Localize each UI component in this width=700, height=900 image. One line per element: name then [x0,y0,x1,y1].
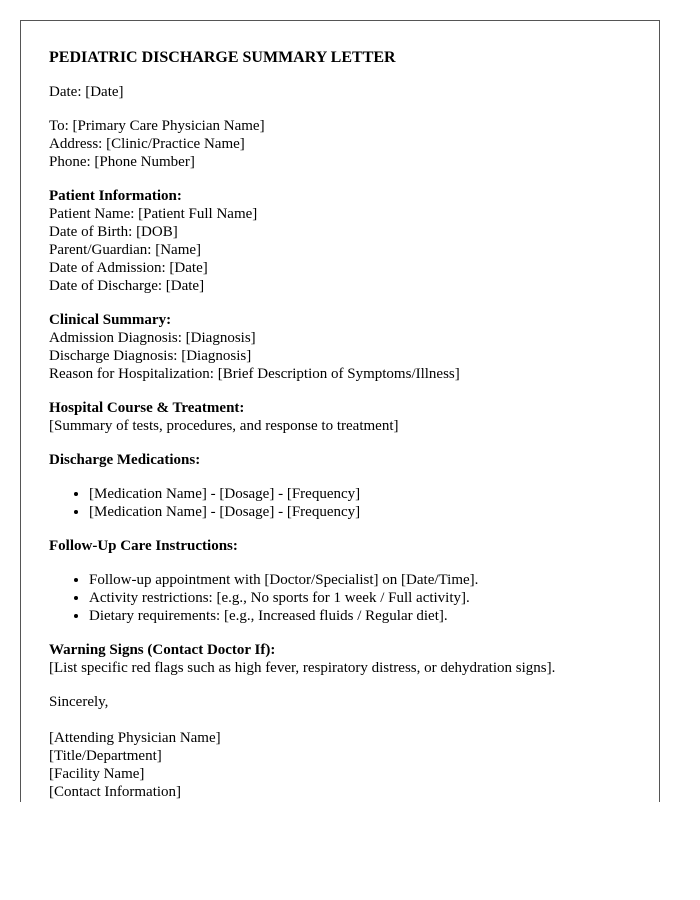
physician-name-line: [Attending Physician Name] [49,730,221,746]
list-item: • Activity restrictions: [e.g., No sports for 1 week / Full activity]. [89,589,631,607]
recipient-block [49,117,631,171]
hospital-course-section [49,399,631,435]
hospital-course-text: [Summary of tests, procedures, and response to treatment] [49,418,399,434]
patient-info-heading: Patient Information: [49,188,182,204]
recipient-to: To: [Primary Care Physician Name] [49,118,265,134]
closing-line: Sincerely, [49,694,109,710]
warning-signs-heading: Warning Signs (Contact Doctor If): [49,642,276,658]
clinical-summary-heading: Clinical Summary: [49,312,172,328]
medications-section [49,451,631,521]
warning-signs-text: [List specific red flags such as high fever, respiratory distress, or dehydration signs]. [49,660,556,676]
warning-signs-section [49,641,631,677]
hospitalization-reason-line: Reason for Hospitalization: [Brief Description of Symptoms/Illness] [49,366,460,382]
list-item: • Dietary requirements: [e.g., Increased fluids / Regular diet]. [89,607,631,625]
list-item: • Follow-up appointment with [Doctor/Specialist] on [Date/Time]. [89,571,631,589]
follow-up-heading: Follow-Up Care Instructions: [49,538,238,554]
admission-date-line: Date of Admission: [Date] [49,260,208,276]
admission-diagnosis-line: Admission Diagnosis: [Diagnosis] [49,330,256,346]
list-item: • [Medication Name] - [Dosage] - [Frequency] [89,485,631,503]
list-item: • [Medication Name] - [Dosage] - [Frequency] [89,503,631,521]
follow-up-list [49,571,631,625]
facility-name-line: [Facility Name] [49,766,145,782]
recipient-phone: Phone: [Phone Number] [49,154,195,170]
follow-up-section [49,537,631,625]
discharge-letter [20,20,660,802]
signature-block [49,729,631,801]
discharge-diagnosis-line: Discharge Diagnosis: [Diagnosis] [49,348,252,364]
date-of-birth-line: Date of Birth: [DOB] [49,224,178,240]
patient-info-section [49,187,631,295]
date-line: Date: [Date] [49,84,124,100]
date-block [49,83,631,101]
title-department-line: [Title/Department] [49,748,162,764]
parent-guardian-line: Parent/Guardian: [Name] [49,242,202,258]
medications-heading: Discharge Medications: [49,452,201,468]
recipient-address: Address: [Clinic/Practice Name] [49,136,245,152]
letter-title: PEDIATRIC DISCHARGE SUMMARY LETTER [49,49,396,66]
clinical-summary-section [49,311,631,383]
contact-info-line: [Contact Information] [49,784,182,800]
closing-block [49,693,631,711]
hospital-course-heading: Hospital Course & Treatment: [49,400,245,416]
medications-list [49,485,631,521]
discharge-date-line: Date of Discharge: [Date] [49,278,205,294]
patient-name-line: Patient Name: [Patient Full Name] [49,206,258,222]
